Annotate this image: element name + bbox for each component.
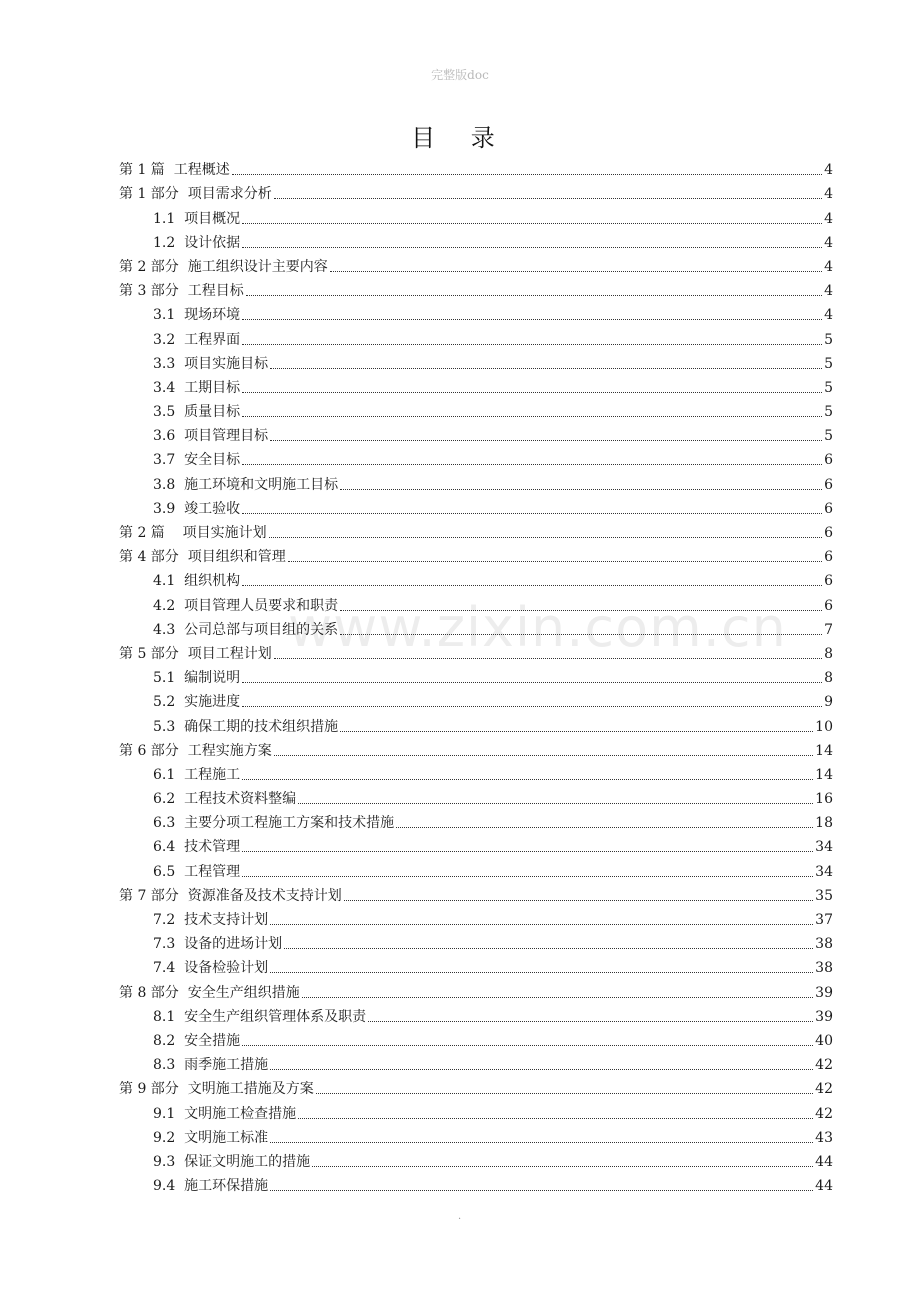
toc-entry-section[interactable]: [119, 424, 833, 448]
toc-entry-section[interactable]: [119, 448, 833, 472]
toc-entry-label: 6.4 技术管理: [153, 839, 241, 856]
toc-entry-page-number: 38: [815, 936, 833, 953]
toc-entry-chapter[interactable]: [119, 182, 833, 206]
toc-dot-leader: [340, 634, 822, 635]
toc-entry-section[interactable]: [119, 376, 833, 400]
toc-entry-page-number: 37: [815, 912, 833, 928]
toc-entry-label: 3.5 质量目标: [153, 404, 241, 421]
toc-entry-section[interactable]: [119, 932, 833, 956]
page-header: 完整版doc: [431, 68, 489, 82]
toc-dot-leader: [340, 489, 822, 490]
toc-entry-page-number: 14: [815, 742, 833, 759]
toc-dot-leader: [270, 972, 813, 973]
toc-dot-leader: [242, 392, 822, 393]
toc-entry-label: 9.4 施工环保措施: [153, 1178, 269, 1195]
toc-entry-label: 第 6 部分 工程实施方案: [119, 742, 272, 759]
toc-entry-label: 8.3 雨季施工措施: [153, 1057, 269, 1074]
toc-entry-chapter[interactable]: [119, 545, 833, 569]
toc-dot-leader: [242, 223, 822, 224]
toc-dot-leader: [316, 1093, 813, 1094]
toc-entry-label: 1.2 设计依据: [153, 234, 241, 251]
toc-entry-section[interactable]: [119, 1126, 833, 1150]
toc-entry-page-number: 6: [824, 573, 833, 590]
toc-dot-leader: [274, 658, 822, 659]
toc-entry-label: 8.2 安全措施: [153, 1032, 241, 1049]
toc-entry-label: 3.7 安全目标: [153, 452, 241, 469]
toc-entry-label: 6.3 主要分项工程施工方案和技术措施: [153, 815, 395, 832]
toc-entry-section[interactable]: [119, 593, 833, 617]
toc-entry-page-number: 7: [824, 621, 833, 638]
toc-entry-section[interactable]: [119, 231, 833, 255]
toc-entry-section[interactable]: [119, 1029, 833, 1053]
toc-entry-page-number: 34: [815, 863, 833, 880]
toc-entry-page-number: 40: [815, 1032, 833, 1049]
toc-entry-section[interactable]: [119, 811, 833, 835]
toc-dot-leader: [242, 319, 822, 320]
toc-entry-page-number: 6: [824, 500, 833, 517]
toc-entry-label: 第 5 部分 项目工程计划: [119, 645, 272, 662]
toc-entry-page-number: 5: [824, 428, 833, 445]
toc-entry-page-number: 42: [815, 1057, 833, 1074]
toc-entry-section[interactable]: [119, 835, 833, 859]
toc-entry-label: 6.5 工程管理: [153, 863, 241, 880]
watermark: www.zixin.com.cn: [288, 596, 787, 659]
toc-dot-leader: [242, 779, 813, 780]
toc-dot-leader: [232, 174, 822, 175]
toc-entry-section[interactable]: [119, 569, 833, 593]
toc-entry-page-number: 6: [824, 452, 833, 469]
toc-dot-leader: [242, 344, 822, 345]
toc-entry-label: 6.1 工程施工: [153, 766, 241, 783]
toc-entry-label: 9.1 文明施工检查措施: [153, 1105, 297, 1122]
toc-dot-leader: [242, 416, 822, 417]
toc-entry-section[interactable]: [119, 763, 833, 787]
toc-entry-label: 3.4 工期目标: [153, 379, 241, 396]
toc-dot-leader: [242, 585, 822, 586]
toc-dot-leader: [242, 464, 822, 465]
toc-entry-section[interactable]: [119, 956, 833, 980]
toc-dot-leader: [242, 513, 822, 514]
toc-entry-page-number: 6: [824, 525, 833, 541]
toc-dot-leader: [242, 876, 813, 877]
toc-entry-label: 第 2 部分 施工组织设计主要内容: [119, 258, 328, 275]
toc-entry-chapter[interactable]: [119, 255, 833, 279]
toc-entry-label: 9.3 保证文明施工的措施: [153, 1153, 311, 1170]
toc-entry-label: 3.9 竣工验收: [153, 500, 241, 517]
toc-dot-leader: [340, 610, 822, 611]
toc-entry-page-number: 42: [815, 1105, 833, 1122]
toc-dot-leader: [298, 803, 813, 804]
toc-entry-chapter[interactable]: [119, 739, 833, 763]
toc-dot-leader: [270, 440, 822, 441]
toc-entry-page-number: 16: [815, 791, 833, 808]
page-title: 目 录: [411, 124, 509, 152]
toc-entry-page-number: 6: [824, 476, 833, 493]
toc-entry-label: 7.3 设备的进场计划: [153, 936, 283, 953]
toc-entry-label: 5.3 确保工期的技术组织措施: [153, 718, 339, 735]
toc-entry-page-number: 4: [824, 234, 833, 251]
toc-entry-section[interactable]: [119, 303, 833, 327]
toc-dot-leader: [274, 198, 822, 199]
toc-entry-section[interactable]: [119, 618, 833, 642]
toc-entry-page-number: 8: [824, 645, 833, 662]
toc-entry-section[interactable]: [119, 1005, 833, 1029]
toc-entry-section[interactable]: [119, 714, 833, 738]
toc-entry-section[interactable]: [119, 206, 833, 230]
toc-entry-section[interactable]: [119, 497, 833, 521]
toc-entry-label: 第 2 篇 项目实施计划: [119, 525, 267, 541]
toc-entry-page-number: 4: [824, 186, 833, 203]
toc-entry-label: 第 9 部分 文明施工措施及方案: [119, 1081, 314, 1098]
toc-entry-page-number: 5: [824, 404, 833, 421]
toc-entry-label: 5.2 实施进度: [153, 694, 241, 711]
toc-entry-page-number: 39: [815, 1008, 833, 1025]
toc-dot-leader: [340, 731, 813, 732]
toc-dot-leader: [298, 1118, 813, 1119]
toc-dot-leader: [242, 1045, 813, 1046]
toc-entry-section[interactable]: [119, 859, 833, 883]
toc-entry-page-number: 6: [824, 549, 833, 566]
toc-entry-label: 第 8 部分 安全生产组织措施: [119, 984, 300, 1001]
toc-entry-page-number: 9: [824, 694, 833, 711]
toc-entry-page-number: 4: [824, 307, 833, 324]
toc-entry-section[interactable]: [119, 327, 833, 351]
toc-dot-leader: [288, 561, 822, 562]
toc-dot-leader: [269, 537, 822, 538]
toc-entry-page-number: 4: [824, 210, 833, 227]
toc-dot-leader: [270, 1142, 813, 1143]
toc-entry-page-number: 38: [815, 960, 833, 977]
toc-entry-label: 第 7 部分 资源准备及技术支持计划: [119, 887, 342, 904]
toc-entry-chapter[interactable]: [119, 642, 833, 666]
toc-entry-page-number: 44: [815, 1153, 833, 1170]
toc-entry-section[interactable]: [119, 908, 833, 932]
toc-entry-page-number: 43: [815, 1129, 833, 1146]
toc-entry-label: 1.1 项目概况: [153, 210, 241, 227]
toc-entry-page-number: 5: [824, 331, 833, 348]
toc-entry-page-number: 6: [824, 597, 833, 614]
toc-entry-label: 第 3 部分 工程目标: [119, 283, 244, 300]
toc-entry-label: 3.1 现场环境: [153, 307, 241, 324]
toc-entry-label: 5.1 编制说明: [153, 670, 241, 687]
toc-entry-section[interactable]: [119, 690, 833, 714]
toc-entry-page-number: 44: [815, 1178, 833, 1195]
toc-entry-section[interactable]: [119, 787, 833, 811]
toc-entry-section[interactable]: [119, 1150, 833, 1174]
page-footer: ·: [458, 1214, 462, 1225]
toc-entry-label: 4.2 项目管理人员要求和职责: [153, 597, 339, 614]
toc-entry-page-number: 14: [815, 766, 833, 783]
toc-dot-leader: [302, 997, 813, 998]
toc-entry-label: 7.2 技术支持计划: [153, 912, 269, 928]
table-of-contents: [119, 158, 833, 1198]
toc-dot-leader: [284, 948, 813, 949]
toc-entry-page-number: 35: [815, 887, 833, 904]
toc-entry-section[interactable]: [119, 1101, 833, 1125]
toc-entry-chapter[interactable]: [119, 279, 833, 303]
toc-entry-section[interactable]: [119, 666, 833, 690]
toc-entry-label: 9.2 文明施工标准: [153, 1129, 269, 1146]
toc-entry-page-number: 34: [815, 839, 833, 856]
toc-entry-chapter[interactable]: [119, 521, 833, 545]
toc-entry-label: 第 1 部分 项目需求分析: [119, 186, 272, 203]
toc-entry-page-number: 5: [824, 355, 833, 372]
toc-entry-section[interactable]: [119, 1053, 833, 1077]
toc-entry-label: 第 1 篇 工程概述: [119, 162, 230, 179]
toc-dot-leader: [312, 1166, 813, 1167]
toc-entry-label: 3.8 施工环境和文明施工目标: [153, 476, 339, 493]
toc-entry-chapter[interactable]: [119, 1077, 833, 1101]
toc-dot-leader: [396, 827, 813, 828]
toc-dot-leader: [344, 900, 813, 901]
toc-entry-page-number: 18: [815, 815, 833, 832]
toc-dot-leader: [246, 295, 822, 296]
toc-entry-label: 8.1 安全生产组织管理体系及职责: [153, 1008, 367, 1025]
toc-entry-page-number: 42: [815, 1081, 833, 1098]
toc-dot-leader: [242, 706, 822, 707]
toc-dot-leader: [270, 1069, 813, 1070]
toc-entry-label: 4.3 公司总部与项目组的关系: [153, 621, 339, 638]
toc-entry-page-number: 4: [824, 283, 833, 300]
toc-dot-leader: [242, 851, 813, 852]
toc-entry-label: 第 4 部分 项目组织和管理: [119, 549, 286, 566]
toc-entry-section[interactable]: [119, 1174, 833, 1198]
toc-dot-leader: [270, 1190, 813, 1191]
toc-dot-leader: [330, 271, 822, 272]
toc-entry-page-number: 4: [824, 258, 833, 275]
toc-entry-section[interactable]: [119, 472, 833, 496]
toc-dot-leader: [242, 247, 822, 248]
toc-entry-label: 3.6 项目管理目标: [153, 428, 269, 445]
toc-entry-page-number: 5: [824, 379, 833, 396]
toc-dot-leader: [368, 1021, 813, 1022]
toc-entry-label: 7.4 设备检验计划: [153, 960, 269, 977]
toc-entry-page-number: 8: [824, 670, 833, 687]
toc-entry-chapter[interactable]: [119, 884, 833, 908]
toc-entry-chapter[interactable]: [119, 158, 833, 182]
toc-entry-page-number: 10: [815, 718, 833, 735]
toc-entry-chapter[interactable]: [119, 980, 833, 1004]
toc-dot-leader: [270, 368, 822, 369]
toc-dot-leader: [274, 755, 813, 756]
toc-entry-section[interactable]: [119, 352, 833, 376]
toc-entry-section[interactable]: [119, 400, 833, 424]
toc-entry-label: 3.2 工程界面: [153, 331, 241, 348]
toc-entry-label: 6.2 工程技术资料整编: [153, 791, 297, 808]
toc-entry-page-number: 39: [815, 984, 833, 1001]
toc-entry-label: 3.3 项目实施目标: [153, 355, 269, 372]
toc-dot-leader: [242, 682, 822, 683]
toc-entry-page-number: 4: [824, 162, 833, 179]
toc-dot-leader: [270, 924, 813, 925]
toc-entry-label: 4.1 组织机构: [153, 573, 241, 590]
